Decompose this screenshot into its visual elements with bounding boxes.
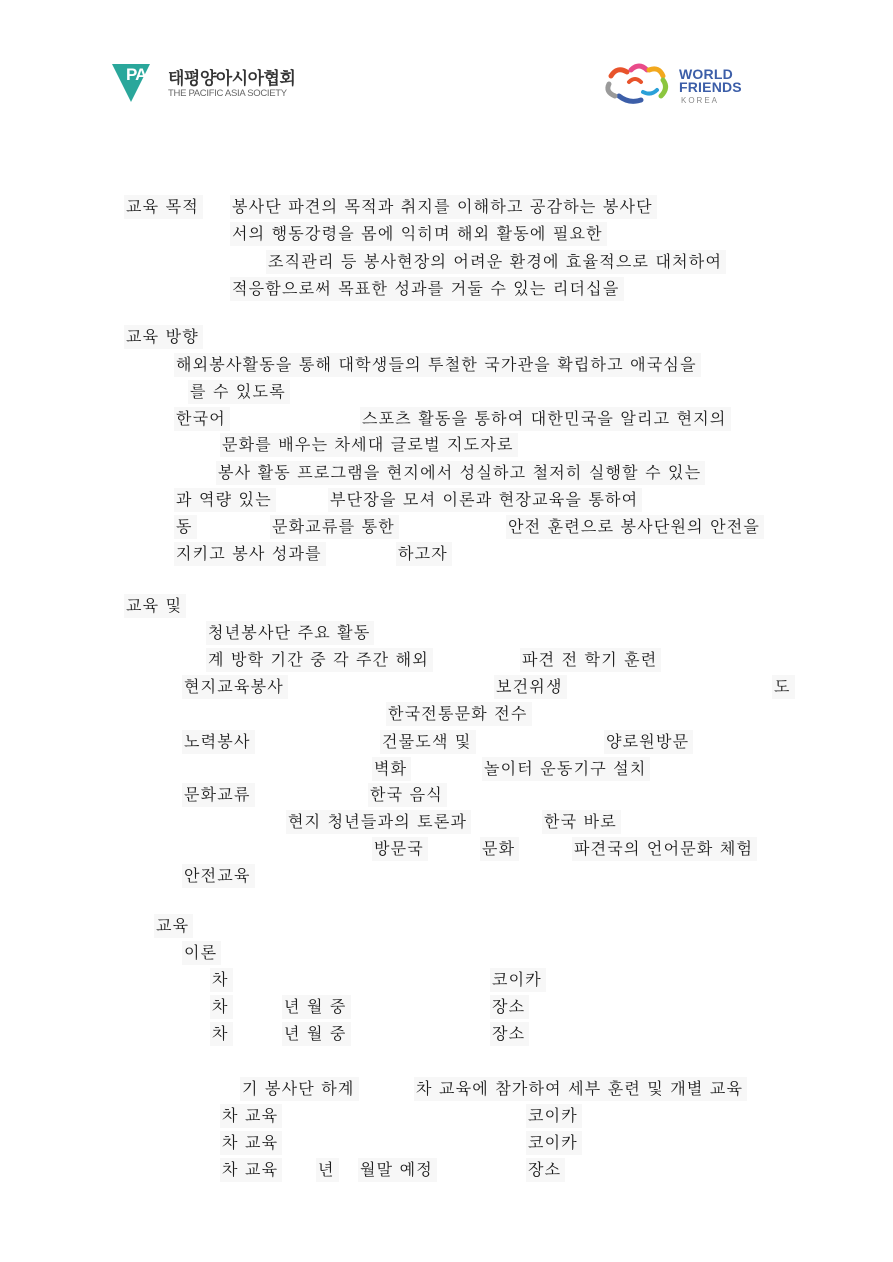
text-act-edu-do: 도: [772, 675, 795, 699]
text-act-labor-elder: 양로원방문: [604, 730, 693, 754]
text-theory-label: 이론: [182, 941, 221, 965]
flower-logo-icon: [603, 62, 675, 104]
text-activity-label: 교육 및: [124, 594, 186, 618]
text-act-cult-label: 문화교류: [182, 783, 255, 807]
text-session-1b: 코이카: [526, 1104, 582, 1128]
text-direction-7c: 안전 훈련으로 봉사단원의 안전을: [506, 515, 764, 539]
text-purpose-3: 조직관리 등 봉사현장의 어려운 환경에 효율적으로 대처하여: [266, 250, 726, 274]
world-friends-korea-logo: [603, 62, 783, 106]
text-session-3c: 월말 예정: [358, 1158, 437, 1182]
text-purpose-label: 교육 목적: [124, 195, 203, 219]
text-theory-1a: 차: [210, 968, 233, 992]
text-act-cult-culture: 문화: [480, 837, 519, 861]
text-edu-label: 교육: [154, 914, 193, 938]
text-act-labor-play: 놀이터 운동기구 설치: [482, 757, 650, 781]
wordmark-korea: KOREA: [681, 96, 720, 105]
text-activity-title: 청년봉사단 주요 활동: [206, 621, 374, 645]
text-direction-1: 해외봉사활동을 통해 대학생들의 투철한 국가관을 확립하고 애국심을: [174, 353, 701, 377]
text-direction-label: 교육 방향: [124, 325, 203, 349]
text-session-3b: 년: [316, 1158, 339, 1182]
text-act-cult-korea: 한국 바로: [542, 810, 621, 834]
text-act-edu-culture: 한국전통문화 전수: [386, 702, 532, 726]
wordmark-world: WORLD: [679, 66, 733, 82]
text-direction-5: 봉사 활동 프로그램을 현지에서 성실하고 철저히 실행할 수 있는: [216, 461, 705, 485]
text-activity-period-a: 계 방학 기간 중 각 주간 해외: [206, 648, 433, 672]
text-session-3d: 장소: [526, 1158, 565, 1182]
pacific-asia-society-logo: [112, 62, 312, 106]
text-act-labor-paint: 건물도색 및: [380, 730, 476, 754]
text-direction-2: 를 수 있도록: [188, 380, 290, 404]
world-friends-wordmark: [679, 68, 742, 94]
text-theory-2c: 장소: [490, 995, 529, 1019]
text-purpose-1: 봉사단 파견의 목적과 취지를 이해하고 공감하는 봉사단: [230, 195, 657, 219]
text-direction-3b: 스포츠 활동을 통하여 대한민국을 알리고 현지의: [360, 407, 731, 431]
text-direction-6b: 부단장을 모셔 이론과 현장교육을 통하여: [328, 488, 642, 512]
text-cohort-b: 차 교육에 참가하여 세부 훈련 및 개별 교육: [414, 1077, 747, 1101]
text-direction-4: 문화를 배우는 차세대 글로벌 지도자로: [220, 433, 518, 457]
text-theory-2a: 차: [210, 995, 233, 1019]
text-theory-2b: 년 월 중: [282, 995, 351, 1019]
text-session-1a: 차 교육: [220, 1104, 282, 1128]
text-theory-1b: 코이카: [490, 968, 546, 992]
pas-mark: PAS: [126, 65, 157, 84]
text-direction-8a: 지키고 봉사 성과를: [174, 542, 326, 566]
text-direction-7b: 문화교류를 통한: [270, 515, 399, 539]
text-session-2a: 차 교육: [220, 1131, 282, 1155]
text-session-2b: 코이카: [526, 1131, 582, 1155]
society-name-english: THE PACIFIC ASIA SOCIETY: [168, 88, 287, 99]
text-act-edu-label: 현지교육봉사: [182, 675, 288, 699]
text-act-cult-visit: 방문국: [372, 837, 428, 861]
text-act-labor-mural: 벽화: [372, 757, 411, 781]
text-act-cult-food: 한국 음식: [368, 783, 447, 807]
text-direction-7a: 동: [174, 515, 197, 539]
text-purpose-4: 적응함으로써 목표한 성과를 거둘 수 있는 리더십을: [230, 277, 624, 301]
text-act-labor-label: 노력봉사: [182, 730, 255, 754]
text-act-edu-health: 보건위생: [494, 675, 567, 699]
text-session-3a: 차 교육: [220, 1158, 282, 1182]
text-act-cult-lang: 파견국의 언어문화 체험: [572, 837, 757, 861]
text-theory-3b: 년 월 중: [282, 1022, 351, 1046]
text-act-safety-label: 안전교육: [182, 864, 255, 888]
text-direction-8b: 하고자: [396, 542, 452, 566]
text-act-cult-debate: 현지 청년들과의 토론과: [286, 810, 471, 834]
text-theory-3c: 장소: [490, 1022, 529, 1046]
text-activity-period-b: 파견 전 학기 훈련: [520, 648, 661, 672]
text-theory-3a: 차: [210, 1022, 233, 1046]
text-purpose-2: 서의 행동강령을 몸에 익히며 해외 활동에 필요한: [230, 222, 607, 246]
wordmark-friends: FRIENDS: [679, 79, 742, 95]
text-direction-6a: 과 역량 있는: [174, 488, 276, 512]
text-direction-3a: 한국어: [174, 407, 230, 431]
text-cohort-a: 기 봉사단 하계: [240, 1077, 359, 1101]
society-name-korean: 태평양아시아협회: [168, 69, 296, 89]
